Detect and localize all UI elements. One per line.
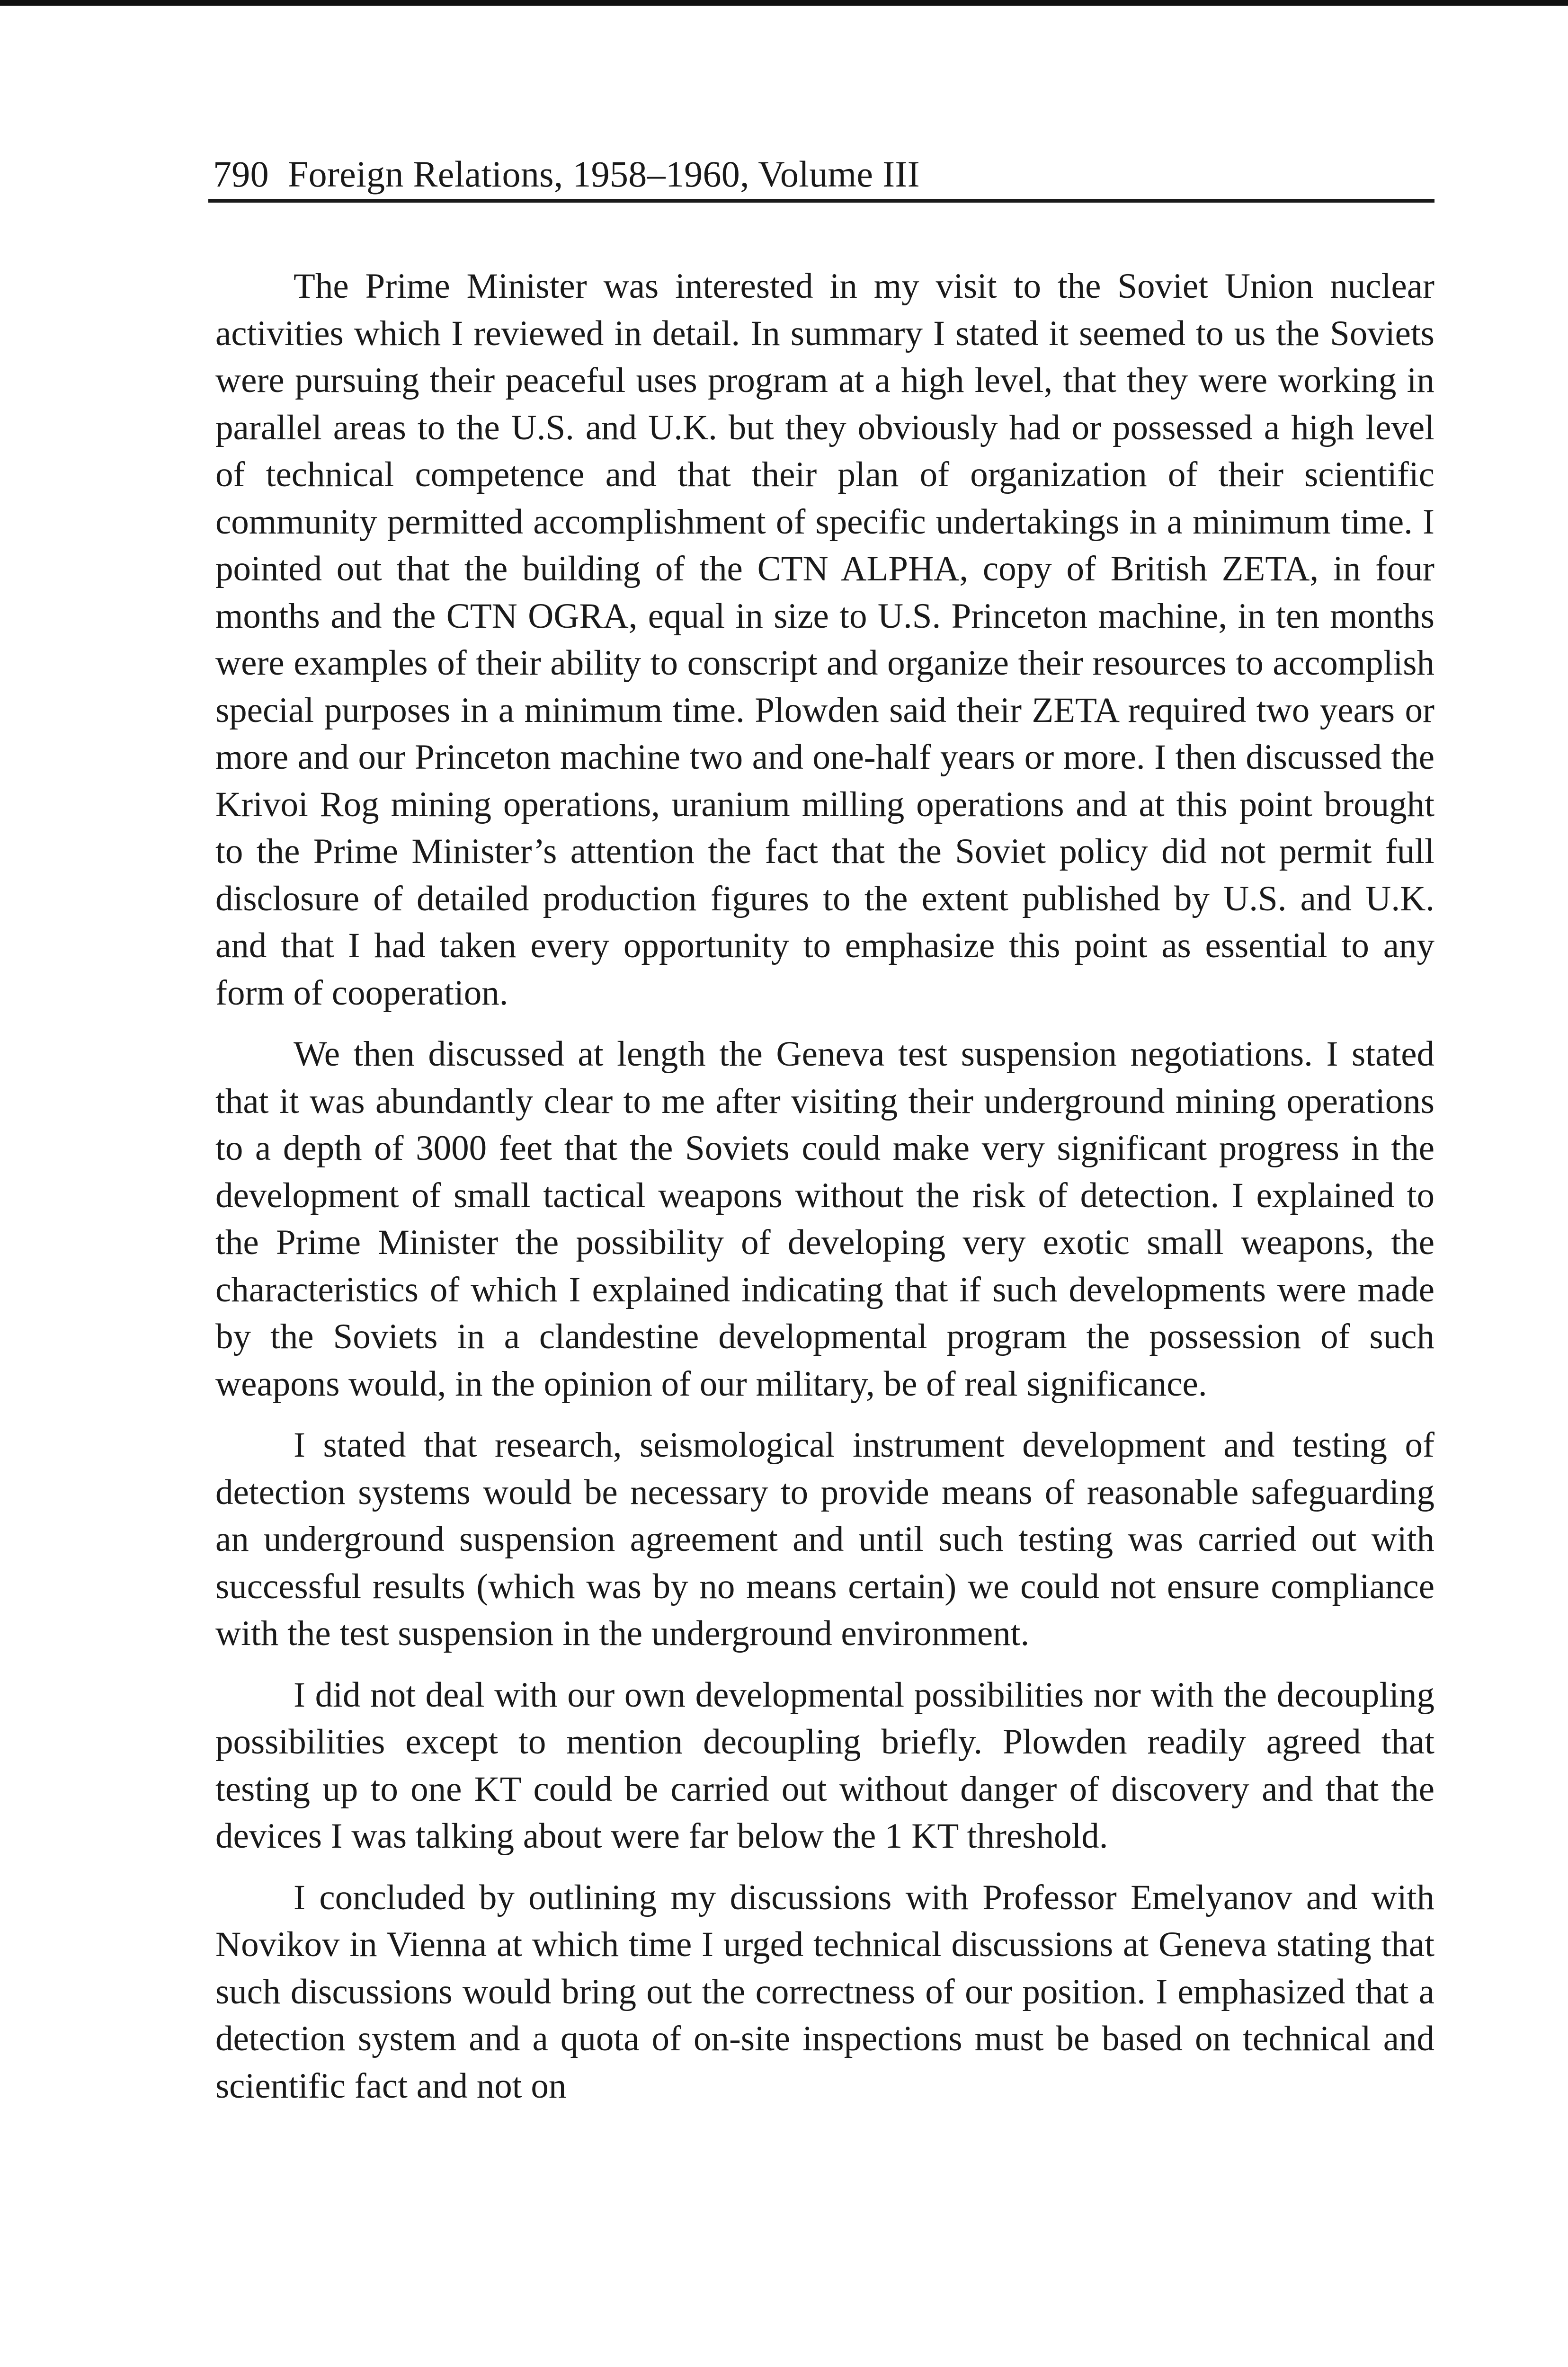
page-number: 790: [213, 153, 269, 195]
running-head: [213, 151, 1434, 198]
header-rule: [208, 199, 1434, 203]
paragraph-conclusion: I concluded by outlining my discussions with Professor Emelyanov and with Novikov in Vienna at which time I urged technical discussions at Geneva stating that such discussions would bring out the correctness of our position. I emphasized that a detection system and a quota of on-site inspections must be based on technical and scientific fact and not on: [215, 1878, 1434, 2106]
paragraph-soviet-visit: The Prime Minister was interested in my visit to the Soviet Union nuclear activities which I reviewed in detail. In summary I stated it seemed to us the Soviets were pursuing their peaceful uses program at a high level, that they were working in parallel areas to the U.S. and U.K. but they obviously had or possessed a high level of technical competence and that their plan of organization of their scientific community permitted accomplishment of specific undertakings in a minimum time. I pointed out that the building of the CTN ALPHA, copy of British ZETA, in four months and the CTN OGRA, equal in size to U.S. Princeton machine, in ten months were examples of their ability to conscript and organize their resources to accomplish special purposes in a minimum time. Plowden said their ZETA required two years or more and our Princeton machine two and one-half years or more. I then discussed the Krivoi Rog mining operations, uranium milling operations and at this point brought to the Prime Minister’s attention the fact that the Soviet policy did not permit full disclosure of detailed production figures to the extent published by U.S. and U.K. and that I had taken every opportunity to emphasize this point as essential to any form of cooperation.: [215, 267, 1434, 1013]
paragraph-detection-research: I stated that research, seismological instrument development and testing of detection systems would be necessary to provide means of reasonable safeguarding an underground suspension agreement and until such testing was carried out with successful results (which was by no means certain) we could not ensure compliance with the test suspension in the underground environment.: [215, 1425, 1434, 1653]
book-title: Foreign Relations, 1958–1960, Volume III: [287, 153, 920, 195]
paragraph-geneva-negotiations: We then discussed at length the Geneva test suspension negotiations. I stated that it was abundantly clear to me after visiting their underground mining operations to a depth of 3000 feet that the Soviets could make very significant progress in the development of small tactical weapons without the risk of detection. I explained to the Prime Minister the possibility of developing very exotic small weapons, the characteristics of which I explained indicating that if such developments were made by the Soviets in a clandestine developmental program the possession of such weapons would, in the opinion of our military, be of real significance.: [215, 1034, 1434, 1404]
paragraph-decoupling: I did not deal with our own developmental possibilities nor with the decoupling possibilities except to mention decoupling briefly. Plowden readily agreed that testing up to one KT could be carried out without danger of discovery and that the devices I was talking about were far below the 1 KT threshold.: [215, 1675, 1434, 1856]
body-text: [215, 263, 1434, 2109]
